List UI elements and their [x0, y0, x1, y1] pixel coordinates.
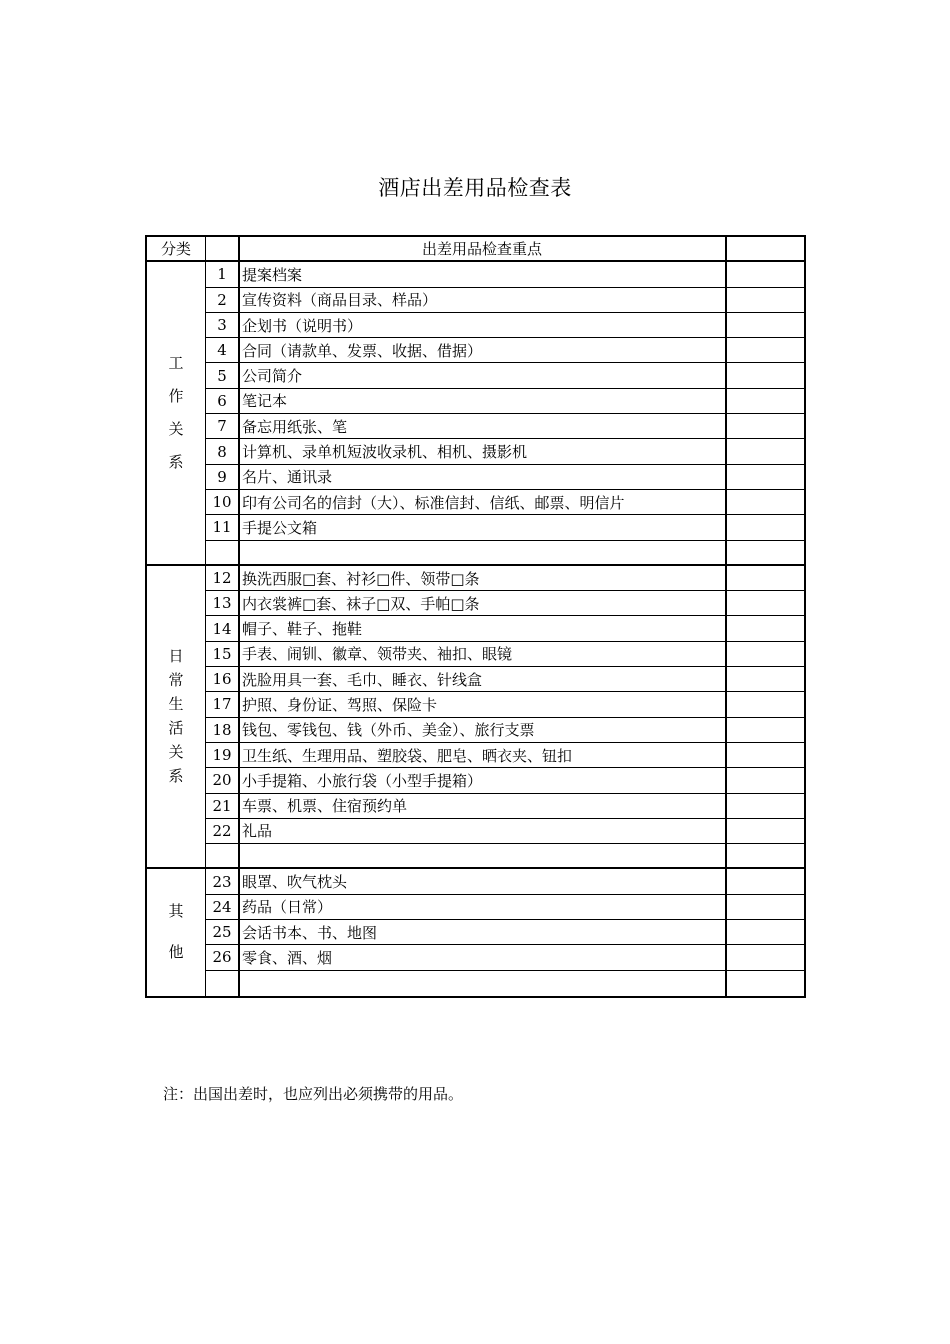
item-text: 公司简介 — [239, 363, 726, 388]
item-text: 卫生纸、生理用品、塑胶袋、肥皂、晒衣夹、钮扣 — [239, 743, 726, 768]
check-cell[interactable] — [726, 768, 804, 793]
item-text: 车票、机票、住宿预约单 — [239, 794, 726, 819]
table-row — [147, 288, 804, 313]
table-row — [147, 439, 804, 464]
item-number: 8 — [206, 439, 239, 464]
category-char: 他 — [168, 943, 184, 962]
table-row — [147, 389, 804, 414]
check-cell[interactable] — [726, 288, 804, 313]
item-number: 9 — [206, 465, 239, 490]
item-number — [206, 971, 239, 996]
check-cell[interactable] — [726, 945, 804, 970]
item-text: 合同（请款单、发票、收据、借据） — [239, 338, 726, 363]
table-row — [147, 363, 804, 388]
item-text: 小手提箱、小旅行袋（小型手提箱） — [239, 768, 726, 793]
check-cell[interactable] — [726, 414, 804, 439]
item-number: 16 — [206, 667, 239, 692]
item-number: 20 — [206, 768, 239, 793]
item-text: 笔记本 — [239, 389, 726, 414]
table-row — [147, 869, 804, 894]
table-row — [147, 616, 804, 641]
check-cell[interactable] — [726, 363, 804, 388]
table-row — [147, 414, 804, 439]
item-number: 19 — [206, 743, 239, 768]
check-cell[interactable] — [726, 971, 804, 996]
item-text: 护照、身份证、驾照、保险卡 — [239, 692, 726, 717]
item-number: 25 — [206, 920, 239, 945]
table-row — [147, 768, 804, 793]
header-row — [147, 237, 804, 262]
table-row — [147, 718, 804, 743]
item-number: 21 — [206, 794, 239, 819]
item-text: 药品（日常） — [239, 895, 726, 920]
item-number: 2 — [206, 288, 239, 313]
check-cell[interactable] — [726, 794, 804, 819]
item-text — [239, 844, 726, 869]
table-row — [147, 794, 804, 819]
item-number: 17 — [206, 692, 239, 717]
check-cell[interactable] — [726, 692, 804, 717]
check-cell[interactable] — [726, 819, 804, 844]
check-cell[interactable] — [726, 591, 804, 616]
item-text: 礼品 — [239, 819, 726, 844]
check-cell[interactable] — [726, 844, 804, 869]
table-row — [147, 971, 804, 996]
item-text: 洗脸用具一套、毛巾、睡衣、针线盒 — [239, 667, 726, 692]
category-char: 系 — [168, 452, 184, 471]
category-daily-life — [147, 566, 206, 870]
check-cell[interactable] — [726, 566, 804, 591]
table-row — [147, 313, 804, 338]
table-row — [147, 566, 804, 591]
footnote: 注：出国出差时，也应列出必须携带的用品。 — [163, 1085, 464, 1103]
category-char: 日 — [168, 646, 184, 665]
table-row — [147, 591, 804, 616]
table-row — [147, 920, 804, 945]
table-row — [147, 642, 804, 667]
item-number: 18 — [206, 718, 239, 743]
item-number: 15 — [206, 642, 239, 667]
check-cell[interactable] — [726, 869, 804, 894]
item-number: 10 — [206, 490, 239, 515]
page-title: 酒店出差用品检查表 — [378, 176, 572, 200]
category-label — [168, 904, 183, 960]
item-text: 宣传资料（商品目录、样品） — [239, 288, 726, 313]
item-text: 名片、通讯录 — [239, 465, 726, 490]
table-row — [147, 338, 804, 363]
category-char: 生 — [168, 694, 184, 713]
header-item: 出差用品检查重点 — [239, 237, 726, 262]
category-char: 关 — [168, 742, 184, 761]
category-char: 系 — [168, 766, 184, 785]
item-number: 23 — [206, 869, 239, 894]
check-cell[interactable] — [726, 616, 804, 641]
category-char: 关 — [168, 419, 184, 438]
category-work — [147, 262, 206, 566]
item-text: 备忘用纸张、笔 — [239, 414, 726, 439]
category-char: 常 — [168, 670, 184, 689]
item-number: 24 — [206, 895, 239, 920]
item-number: 4 — [206, 338, 239, 363]
check-cell[interactable] — [726, 465, 804, 490]
table-row — [147, 692, 804, 717]
checklist-table — [145, 235, 806, 998]
check-cell[interactable] — [726, 313, 804, 338]
check-cell[interactable] — [726, 389, 804, 414]
table-row — [147, 515, 804, 540]
check-cell[interactable] — [726, 667, 804, 692]
check-cell[interactable] — [726, 642, 804, 667]
table-row — [147, 819, 804, 844]
category-char: 活 — [168, 718, 184, 737]
check-cell[interactable] — [726, 490, 804, 515]
item-number — [206, 541, 239, 566]
category-char: 作 — [168, 386, 184, 405]
header-category: 分类 — [147, 237, 206, 262]
item-number: 6 — [206, 389, 239, 414]
check-cell[interactable] — [726, 515, 804, 540]
item-number: 5 — [206, 363, 239, 388]
check-cell[interactable] — [726, 338, 804, 363]
table-row — [147, 490, 804, 515]
item-text: 零食、酒、烟 — [239, 945, 726, 970]
item-text: 印有公司名的信封（大）、标准信封、信纸、邮票、明信片 — [239, 490, 726, 515]
check-cell[interactable] — [726, 718, 804, 743]
item-number — [206, 844, 239, 869]
table-row — [147, 465, 804, 490]
item-text: 帽子、鞋子、拖鞋 — [239, 616, 726, 641]
item-number: 14 — [206, 616, 239, 641]
item-number: 22 — [206, 819, 239, 844]
check-cell[interactable] — [726, 895, 804, 920]
item-text — [239, 971, 726, 996]
check-cell[interactable] — [726, 541, 804, 566]
item-text: 手提公文箱 — [239, 515, 726, 540]
item-text: 钱包、零钱包、钱（外币、美金）、旅行支票 — [239, 718, 726, 743]
table-row — [147, 844, 804, 869]
item-number: 3 — [206, 313, 239, 338]
category-other — [147, 869, 206, 995]
item-text — [239, 541, 726, 566]
item-text: 计算机、录单机短波收录机、相机、摄影机 — [239, 439, 726, 464]
item-number: 13 — [206, 591, 239, 616]
item-text: 手表、闹钏、徽章、领带夹、袖扣、眼镜 — [239, 642, 726, 667]
item-number: 26 — [206, 945, 239, 970]
header-number — [206, 237, 239, 262]
item-text: 换洗西服□套、衬衫□件、领带□条 — [239, 566, 726, 591]
table-row — [147, 541, 804, 566]
item-number: 7 — [206, 414, 239, 439]
item-text: 企划书（说明书） — [239, 313, 726, 338]
item-number: 11 — [206, 515, 239, 540]
check-cell[interactable] — [726, 743, 804, 768]
header-check — [726, 237, 804, 262]
category-label — [168, 353, 184, 471]
item-number: 12 — [206, 566, 239, 591]
item-text: 内衣裳裤□套、袜子□双、手帕□条 — [239, 591, 726, 616]
category-char: 其 — [168, 902, 184, 921]
category-label — [168, 646, 184, 785]
item-text: 会话书本、书、地图 — [239, 920, 726, 945]
check-cell[interactable] — [726, 262, 804, 287]
check-cell[interactable] — [726, 439, 804, 464]
item-text: 提案档案 — [239, 262, 726, 287]
item-number: 1 — [206, 262, 239, 287]
table-row — [147, 945, 804, 970]
table-row — [147, 895, 804, 920]
table-row — [147, 743, 804, 768]
table-row — [147, 667, 804, 692]
category-char: 工 — [168, 353, 184, 372]
check-cell[interactable] — [726, 920, 804, 945]
item-text: 眼罩、吹气枕头 — [239, 869, 726, 894]
table-row — [147, 262, 804, 287]
